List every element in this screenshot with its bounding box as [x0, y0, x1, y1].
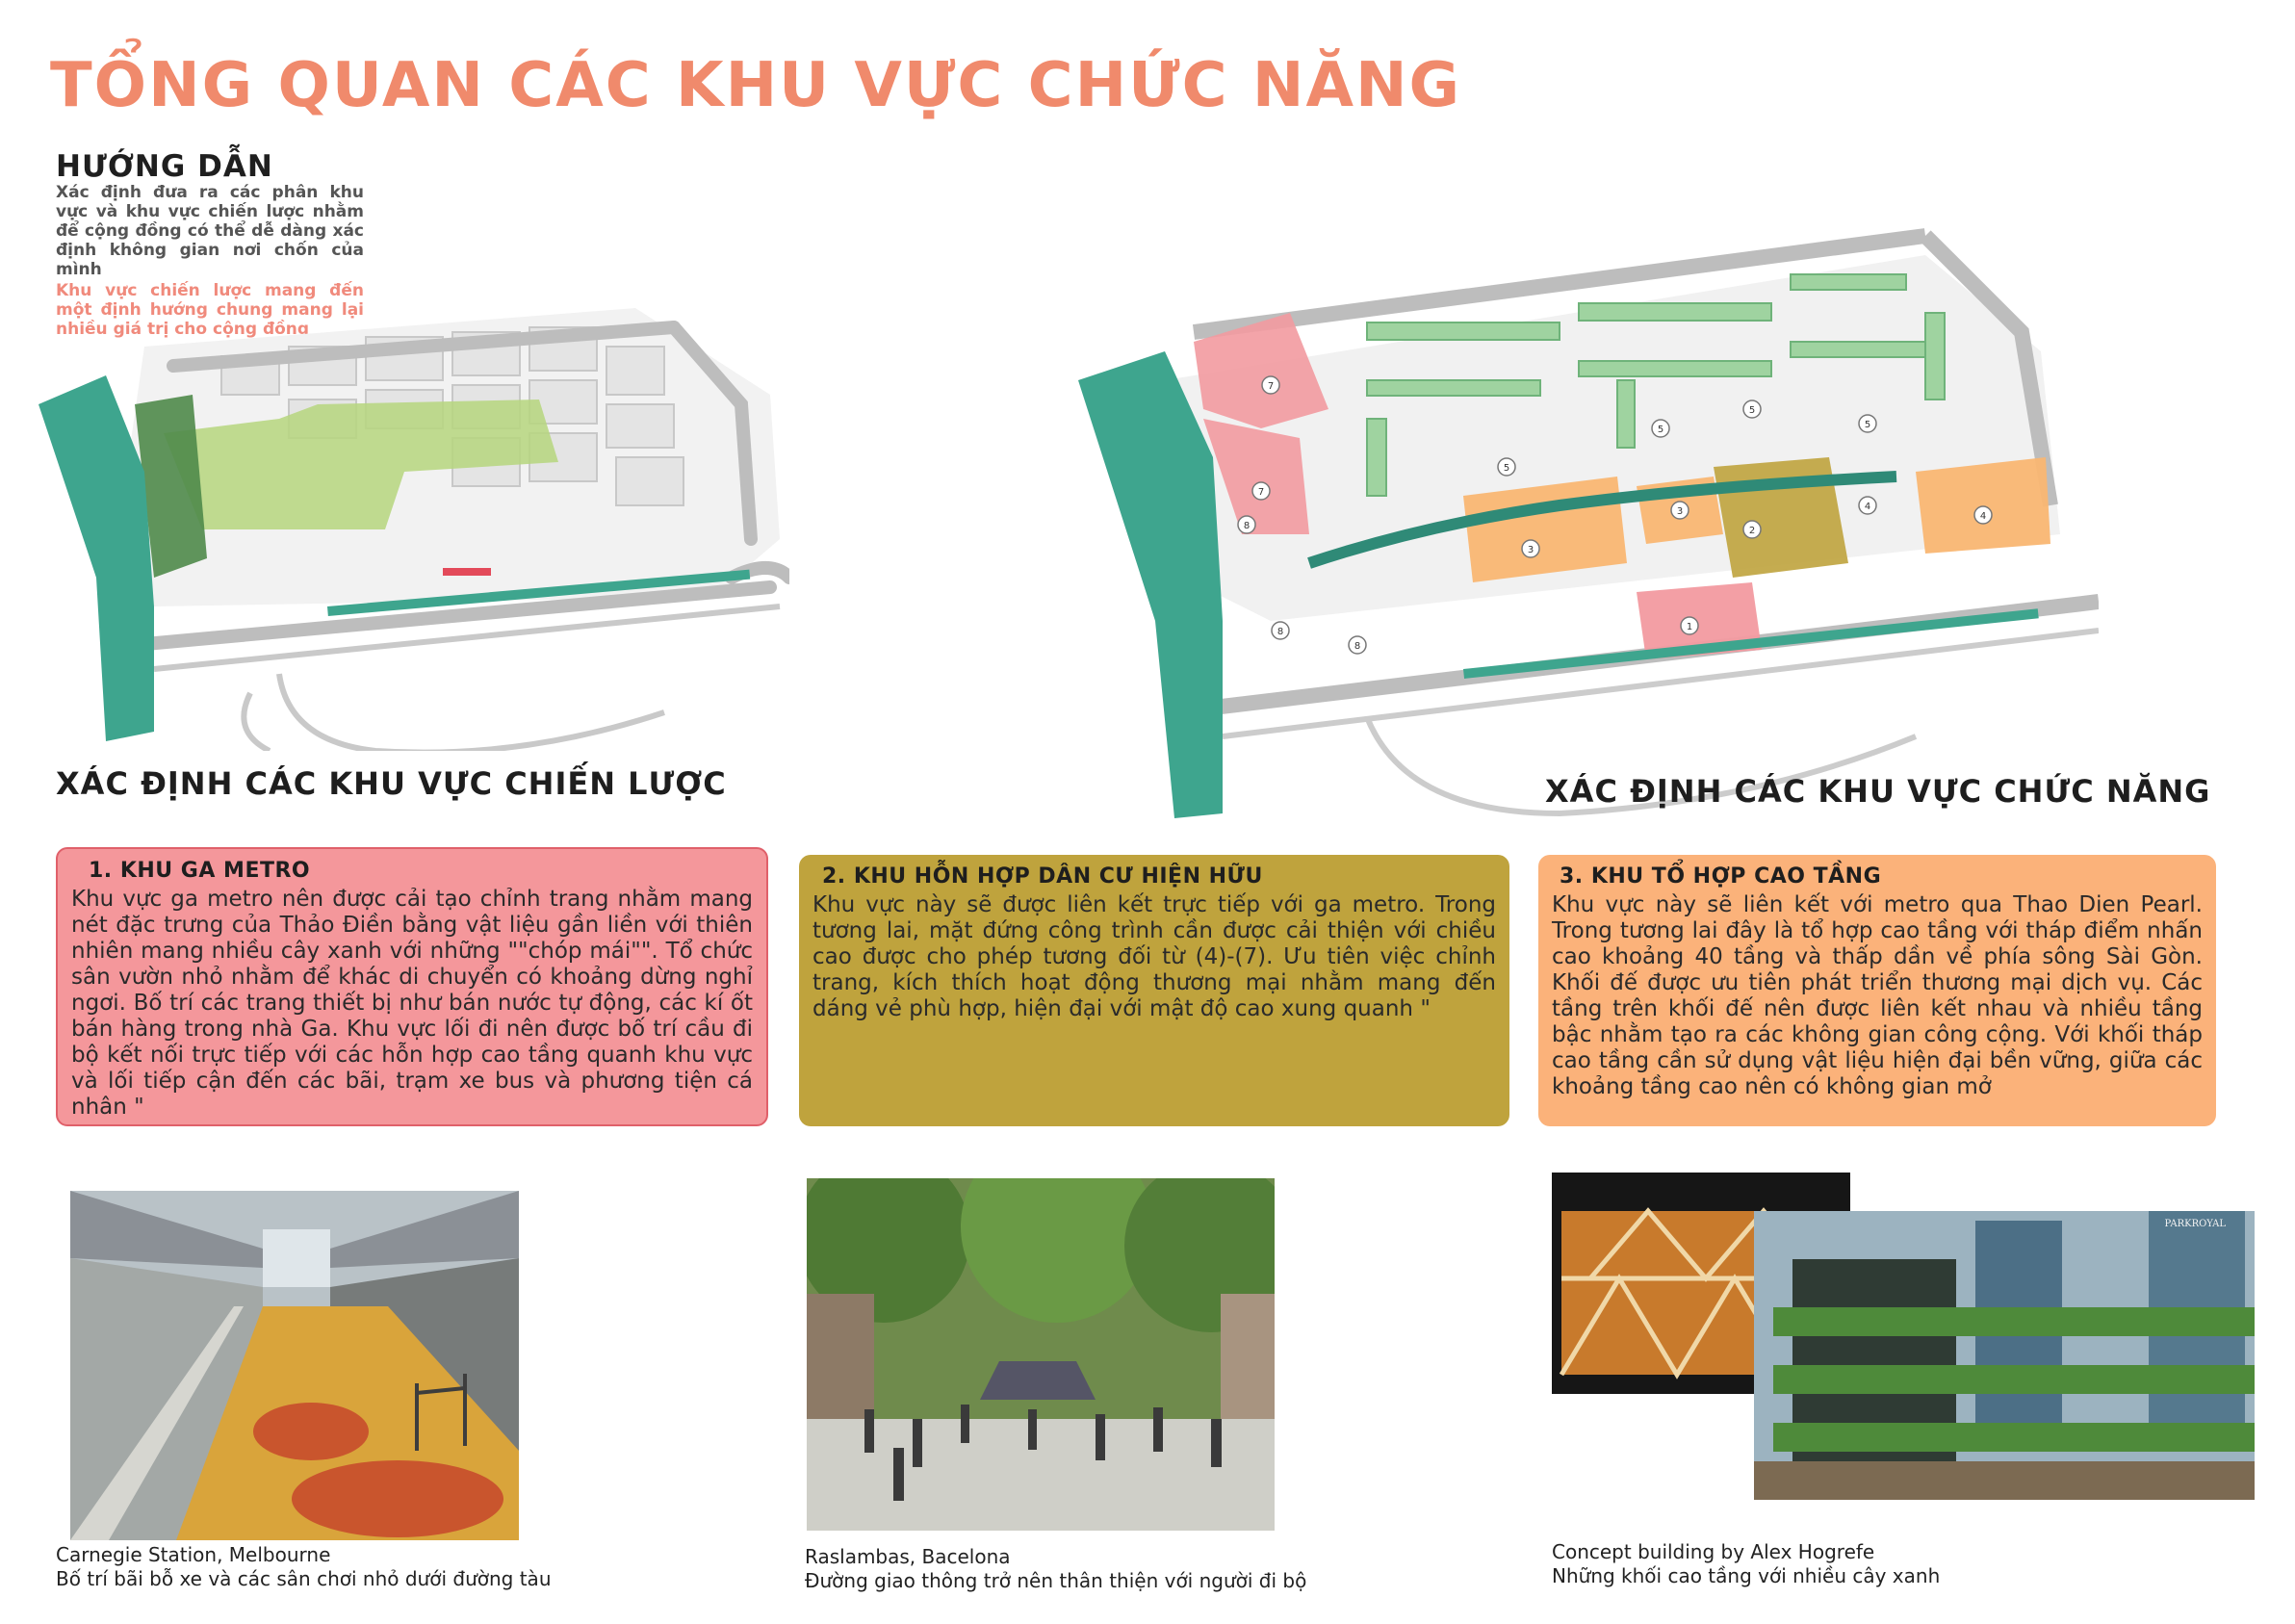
parkroyal-sign: PARKROYAL — [2164, 1219, 2226, 1229]
photo-carnegie-station — [70, 1191, 519, 1540]
card-body: Khu vực ga metro nên được cải tạo chỉnh trang nhằm mang nét đặc trưng của Thảo Điền bằng vật liệu gần liền với thiên nhiên mang nhiều cây xanh với những ""chóp mái"". Tổ chức sân vườn nhỏ nhằm để khác di chuyển có khoảng dừng nghỉ ngơi. Bố trí các trang thiết bị như bán nước tự động, các kí ốt bán hàng trong nhà Ga. Khu vực lối đi nên được bố trí cầu đi bộ kết nối trực tiếp với các hỗn hợp cao tầng quanh khu vực và lối tiếp cận đến các bãi, trạm xe bus và phương tiện cá nhân " — [71, 887, 753, 1120]
zone-number: 5 — [1748, 405, 1756, 416]
zone-number: 3 — [1676, 506, 1684, 517]
caption-carnegie — [56, 1543, 552, 1591]
caption-title: Carnegie Station, Melbourne — [56, 1543, 331, 1566]
caption-note: Những khối cao tầng với nhiều cây xanh — [1552, 1564, 1941, 1587]
card-title: 3. KHU TỔ HỢP CAO TẦNG — [1560, 864, 1882, 889]
caption-title: Concept building by Alex Hogrefe — [1552, 1540, 1875, 1563]
photo-concept-building — [1552, 1173, 2255, 1500]
zone-number: 5 — [1864, 420, 1871, 430]
card-body: Khu vực này sẽ được liên kết trực tiếp với ga metro. Trong tương lai, mặt đứng công trình cần được cải thiện với chiều cao được cho phép tương đối từ (4)-(7). Ưu tiên việc chỉnh trang, kích thích hoạt động thương mại nhằm mang đến dáng vẻ phù hợp, hiện đại với mật độ cao xung quanh " — [812, 892, 1496, 1021]
card-body: Khu vực này sẽ liên kết với metro qua Thao Dien Pearl. Trong tương lai đây là tổ hợp cao tầng với tháp điểm nhấn cao khoảng 40 tầng và thấp dần về phía sông Sài Gòn. Khối đế được ưu tiên phát triển thương mại dịch vụ. Các tầng trên khối đế nên được liên kết nhau và nhiều tầng bậc nhằm tạo ra các không gian công cộng. Với khối tháp cao tầng cần sử dụng vật liệu hiện đại bền vững, giữa các khoảng tầng cao nên có không gian mở — [1552, 892, 2203, 1099]
zone-number: 8 — [1354, 641, 1361, 652]
page-title: TỔNG QUAN CÁC KHU VỰC CHỨC NĂNG — [50, 50, 1462, 121]
zone-number: 3 — [1527, 545, 1534, 555]
guide-body: Xác định đưa ra các phân khu vực và khu vực chiến lược nhằm để cộng đồng có thể dễ dàng xác định không gian nơi chốn của mình — [56, 183, 364, 279]
caption-note: Đường giao thông trở nên thân thiện với người đi bộ — [805, 1569, 1307, 1592]
card-title: 2. KHU HỖN HỢP DÂN CƯ HIỆN HỮU — [822, 864, 1263, 889]
zone-number: 7 — [1267, 381, 1275, 392]
zone-number: 8 — [1276, 627, 1284, 637]
photo-la-rambla — [807, 1178, 1275, 1531]
card-high-rise — [1538, 855, 2216, 1126]
zone-number: 4 — [1979, 511, 1987, 522]
caption-concept — [1552, 1540, 1940, 1588]
strategic-map-caption: XÁC ĐỊNH CÁC KHU VỰC CHIẾN LƯỢC — [56, 765, 727, 802]
strategic-map — [39, 289, 789, 751]
zone-number: 4 — [1864, 502, 1871, 512]
caption-title: Raslambas, Bacelona — [805, 1545, 1011, 1568]
card-mixed-residential — [799, 855, 1509, 1126]
functional-map — [1078, 217, 2099, 833]
zone-number: 5 — [1657, 425, 1664, 435]
zone-number: 2 — [1748, 526, 1756, 536]
guide-accent: Khu vực chiến lược mang đến một định hướng chung mang lại nhiều giá trị cho cộng đồng — [56, 281, 364, 339]
card-metro-station — [56, 847, 768, 1126]
zone-number: 1 — [1686, 622, 1693, 632]
zone-number: 8 — [1243, 521, 1251, 531]
card-title: 1. KHU GA METRO — [89, 859, 311, 883]
caption-note: Bố trí bãi bỗ xe và các sân chơi nhỏ dưới đường tàu — [56, 1567, 552, 1590]
caption-la-rambla — [805, 1545, 1306, 1593]
zone-number: 7 — [1257, 487, 1265, 498]
functional-map-caption: XÁC ĐỊNH CÁC KHU VỰC CHỨC NĂNG — [1545, 773, 2211, 810]
guide-heading: HƯỚNG DẪN — [56, 149, 273, 184]
zone-number: 5 — [1503, 463, 1510, 474]
